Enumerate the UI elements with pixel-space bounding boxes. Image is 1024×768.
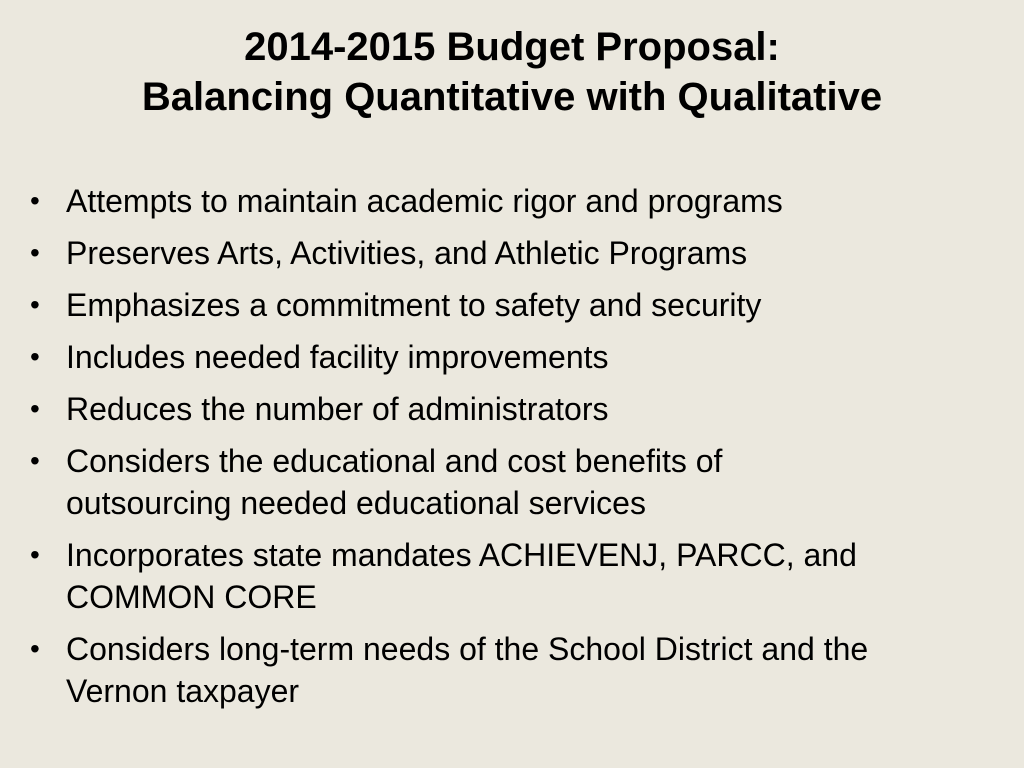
bullet-item — [28, 180, 1008, 222]
bullet-text — [66, 628, 1008, 712]
bullet-item — [28, 232, 1008, 274]
bullet-line: Preserves Arts, Activities, and Athletic Programs — [66, 235, 748, 271]
title-line-1: 2014-2015 Budget Proposal: — [244, 25, 780, 69]
bullet-line: Vernon taxpayer — [66, 673, 300, 709]
bullet-text — [66, 534, 1008, 618]
bullet-line: Emphasizes a commitment to safety and security — [66, 287, 762, 323]
bullet-icon: • — [30, 185, 40, 216]
title-line-2: Balancing Quantitative with Qualitative — [141, 75, 883, 119]
bullet-item — [28, 628, 1008, 712]
bullet-line: Includes needed facility improvements — [66, 339, 609, 375]
bullet-item — [28, 440, 1008, 524]
bullet-item — [28, 336, 1008, 378]
bullet-text — [66, 180, 1008, 222]
bullet-line: outsourcing needed educational services — [66, 485, 646, 521]
slide-title — [40, 22, 984, 122]
bullet-item — [28, 284, 1008, 326]
bullet-text — [66, 440, 1008, 524]
bullet-line: Reduces the number of administrators — [66, 391, 609, 427]
bullet-icon: • — [30, 289, 40, 320]
bullet-text — [66, 336, 1008, 378]
bullet-icon: • — [30, 237, 40, 268]
bullet-text — [66, 388, 1008, 430]
bullet-item — [28, 388, 1008, 430]
bullet-text — [66, 232, 1008, 274]
bullet-icon: • — [30, 393, 40, 424]
bullet-line: Attempts to maintain academic rigor and programs — [66, 183, 783, 219]
bullet-text — [66, 284, 1008, 326]
bullet-line: COMMON CORE — [66, 579, 317, 615]
bullet-line: Considers long-term needs of the School District and the — [66, 631, 869, 667]
bullet-icon: • — [30, 539, 40, 570]
bullet-line: Incorporates state mandates ACHIEVENJ, PARCC, and — [66, 537, 857, 573]
bullet-item — [28, 534, 1008, 618]
bullet-line: Considers the educational and cost benefits of — [66, 443, 723, 479]
bullet-list — [28, 180, 1008, 722]
bullet-icon: • — [30, 633, 40, 664]
bullet-icon: • — [30, 341, 40, 372]
bullet-icon: • — [30, 445, 40, 476]
